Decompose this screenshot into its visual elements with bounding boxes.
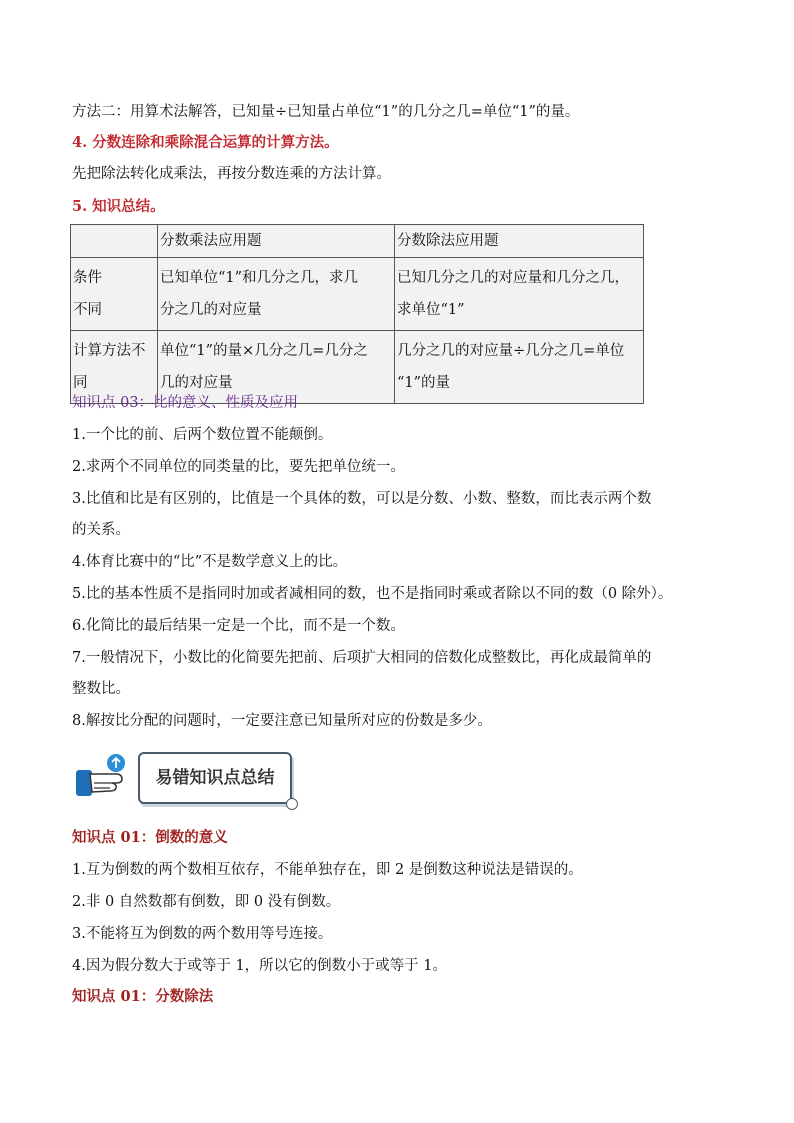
heading-5: 5. 知识总结。 xyxy=(72,198,165,215)
list-item: 的关系。 xyxy=(72,522,130,538)
list-item: 7.一般情况下，小数比的化简要先把前、后项扩大相同的倍数化成整数比，再化成最简单的 xyxy=(72,650,652,666)
cell-line: 计算方法不 xyxy=(73,343,146,359)
cell-line: 几的对应量 xyxy=(160,375,233,391)
list-item: 1.互为倒数的两个数相互依存，不能单独存在，即 2 是倒数这种说法是错误的。 xyxy=(72,862,583,878)
list-item: 8.解按比分配的问题时，一定要注意已知量所对应的份数是多少。 xyxy=(72,713,492,729)
method-two-text: 方法二：用算术法解答，已知量÷已知量占单位“1”的几分之几=单位“1”的量。 xyxy=(72,104,580,120)
list-item: 2.求两个不同单位的同类量的比，要先把单位统一。 xyxy=(72,459,405,475)
cell-line: 已知单位“1”和几分之几，求几 xyxy=(160,270,359,286)
table-cell xyxy=(158,258,395,331)
table-row xyxy=(71,258,644,331)
hand-pointer-icon xyxy=(76,752,132,802)
cell-line: 已知几分之几的对应量和几分之几， xyxy=(397,270,629,286)
heading-4: 4. 分数连除和乘除混合运算的计算方法。 xyxy=(72,134,339,151)
knowledge-point-01-title: 知识点 01：倒数的意义 xyxy=(72,829,228,846)
cell-line: 条件 xyxy=(73,270,102,286)
summary-table xyxy=(70,224,644,404)
decorative-dot xyxy=(286,798,298,810)
table-header-row xyxy=(71,225,644,258)
table-cell xyxy=(395,258,644,331)
table-cell xyxy=(71,258,158,331)
knowledge-point-03-title: 知识点 03：比的意义、性质及应用 xyxy=(72,395,299,411)
list-item: 1.一个比的前、后两个数位置不能颠倒。 xyxy=(72,427,333,443)
cell-line: 几分之几的对应量÷几分之几=单位 xyxy=(397,343,625,359)
list-item: 6.化简比的最后结果一定是一个比，而不是一个数。 xyxy=(72,618,405,634)
cell-line: 不同 xyxy=(73,302,102,318)
list-item: 2.非 0 自然数都有倒数，即 0 没有倒数。 xyxy=(72,894,341,910)
paragraph-4: 先把除法转化成乘法，再按分数连乘的方法计算。 xyxy=(72,166,391,182)
cell-line: 单位“1”的量×几分之几=几分之 xyxy=(160,343,368,359)
list-item: 5.比的基本性质不是指同时加或者减相同的数，也不是指同时乘或者除以不同的数（0 除外）。 xyxy=(72,586,673,602)
list-item: 3.不能将互为倒数的两个数用等号连接。 xyxy=(72,926,333,942)
banner-title: 易错知识点总结 xyxy=(155,768,275,788)
list-item: 4.因为假分数大于或等于 1，所以它的倒数小于或等于 1。 xyxy=(72,958,448,974)
cell-line: “1”的量 xyxy=(397,375,451,391)
list-item: 4.体育比赛中的“比”不是数学意义上的比。 xyxy=(72,554,348,570)
table-header-cell: 分数除法应用题 xyxy=(395,225,644,258)
banner-title-box xyxy=(138,752,292,804)
list-item: 整数比。 xyxy=(72,681,130,697)
list-item: 3.比值和比是有区别的，比值是一个具体的数，可以是分数、小数、整数，而比表示两个数 xyxy=(72,491,652,507)
cell-line: 求单位“1” xyxy=(397,302,465,318)
table-header-cell: 分数乘法应用题 xyxy=(158,225,395,258)
cell-line: 分之几的对应量 xyxy=(160,302,262,318)
table-header-cell xyxy=(71,225,158,258)
knowledge-point-01-division-title: 知识点 01：分数除法 xyxy=(72,988,214,1005)
cell-line: 同 xyxy=(73,375,88,391)
section-banner xyxy=(76,748,306,810)
